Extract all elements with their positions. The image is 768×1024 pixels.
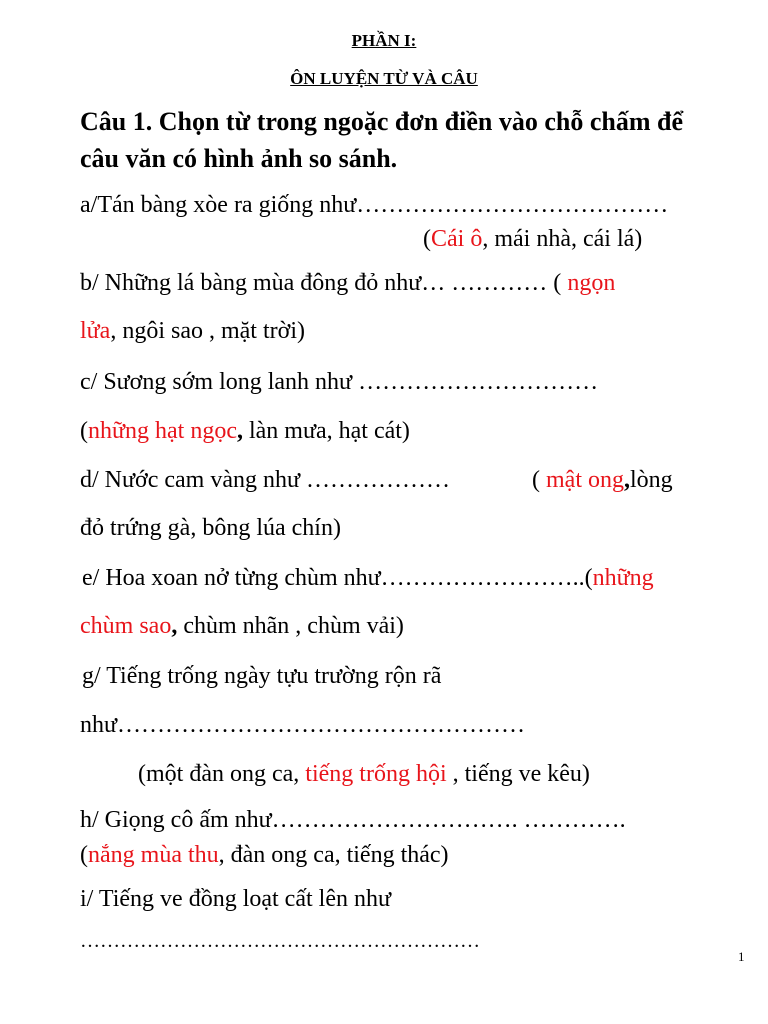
item-d-text: d/ Nước cam vàng như ……………… <box>80 467 450 493</box>
item-b-line2 <box>80 316 305 346</box>
item-a-options <box>423 224 642 254</box>
item-a-text: a/Tán bàng xòe ra giống như………………………………… <box>80 192 669 218</box>
item-d-answer: mật ong <box>546 467 624 493</box>
item-d-rest2: đỏ trứng gà, bông lúa chín) <box>80 515 341 541</box>
item-c-comma: , <box>236 418 243 444</box>
item-g-text2: như…………………………………………… <box>80 712 526 738</box>
item-d-rest1: lòng <box>630 467 673 493</box>
item-d-options <box>532 465 673 495</box>
item-a-rest: , mái nhà, cái lá) <box>482 226 643 252</box>
item-g-text: g/ Tiếng trống ngày tựu trường rộn rã <box>82 663 442 689</box>
item-c-options <box>80 416 410 446</box>
item-g-rest: , tiếng ve kêu) <box>446 761 590 787</box>
item-i-text: i/ Tiếng ve đồng loạt cất lên như <box>80 886 391 912</box>
item-h-text: h/ Giọng cô ấm như…………………………. …………. <box>80 807 626 833</box>
item-g-open: (một đàn ong ca, <box>138 761 306 787</box>
item-e-answer-part2: chùm sao <box>80 613 172 639</box>
item-a-open: ( <box>423 226 431 252</box>
item-b-answer-part2: lửa <box>80 318 111 344</box>
item-b-answer-part1: ngọn <box>567 270 616 296</box>
item-c-rest: làn mưa, hạt cát) <box>242 418 410 444</box>
section-title: ÔN LUYỆN TỪ VÀ CÂU <box>290 69 478 88</box>
item-a-answer: Cái ô <box>431 226 483 252</box>
item-c-answer: những hạt ngọc <box>88 418 237 444</box>
item-b-text: b/ Những lá bàng mùa đông đỏ như… ………… ( <box>80 270 568 296</box>
item-c-open: ( <box>80 418 88 444</box>
item-e-comma: , <box>171 613 178 639</box>
item-c-text: c/ Sương sớm long lanh như ………………………… <box>80 369 599 395</box>
item-h-rest: , đàn ong ca, tiếng thác) <box>218 842 449 868</box>
item-g-answer: tiếng trống hội <box>305 761 447 787</box>
item-e-rest: chùm nhãn , chùm vải) <box>177 613 404 639</box>
item-g-options <box>138 759 590 789</box>
item-h-options <box>80 840 449 870</box>
item-e-line2 <box>80 611 404 641</box>
question-title-line1: Câu 1. Chọn từ trong ngoặc đơn điền vào chỗ chấm để <box>80 107 684 136</box>
item-e-line1 <box>82 563 654 593</box>
page-number: 1 <box>738 949 745 964</box>
item-i-dots: …………………………………………………… <box>80 930 480 952</box>
item-b-line1 <box>80 268 615 298</box>
item-h-open: ( <box>80 842 88 868</box>
item-b-rest: , ngôi sao , mặt trời) <box>110 318 305 344</box>
item-d-open: ( <box>532 467 546 493</box>
item-e-answer-part1: những <box>592 565 654 591</box>
part-title: PHẦN I: <box>351 31 417 50</box>
item-e-text: e/ Hoa xoan nở từng chùm như……………………..( <box>82 565 593 591</box>
item-d-comma: , <box>624 467 630 493</box>
question-title-line2: câu văn có hình ảnh so sánh. <box>80 144 398 173</box>
item-h-answer: nắng mùa thu <box>88 842 219 868</box>
